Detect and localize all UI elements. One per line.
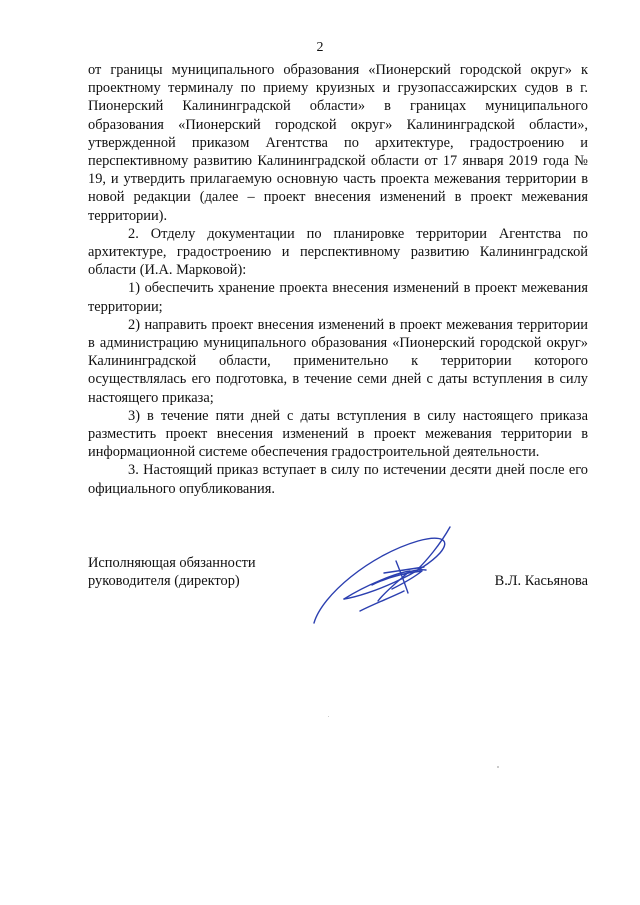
scan-speck xyxy=(328,716,329,717)
paragraph-item-3: 3. Настоящий приказ вступает в силу по истечении десяти дней после его официального опубликования. xyxy=(88,462,588,497)
scan-speck xyxy=(497,766,499,768)
document-body xyxy=(88,61,588,498)
paragraph-continuation: от границы муниципального образования «Пионерский городской округ» к проектному терминалу по приему круизных и грузопассажирских судов в г. Пионерский Калининградской области» в границах муниципального образования «Пионерский городской округ» Калининградской области», утвержденной приказом Агентства по архитектуре, градостроению и перспективному развитию Калининградской области от 17 января 2019 года № 19, и утвердить прилагаемую основную часть проекта межевания территории в новой редакции (далее – проект внесения изменений в проект межевания территории). xyxy=(88,62,588,224)
signature-block xyxy=(88,554,588,594)
signatory-title-line-2: руководителя (директор) xyxy=(88,573,240,589)
paragraph-subitem-2: 2) направить проект внесения изменений в проект межевания территории в администрацию муниципального образования «Пионерский городской округ» Калининградской области, применительно к территории которого осуществлялась его подготовка, в течение семи дней с даты вступления в силу настоящего приказа; xyxy=(88,316,588,406)
page-number: 2 xyxy=(316,40,324,55)
signatory-name: В.Л. Касьянова xyxy=(494,573,588,589)
paragraph-subitem-1: 1) обеспечить хранение проекта внесения изменений в проект межевания территории; xyxy=(88,280,588,315)
paragraph-subitem-3: 3) в течение пяти дней с даты вступления в силу настоящего приказа разместить проект внесения изменений в проект межевания территории в информационной системе обеспечения градостроительной деятельности. xyxy=(88,407,588,461)
signatory-title-line-1: Исполняющая обязанности xyxy=(88,555,256,571)
paragraph-item-2: 2. Отделу документации по планировке территории Агентства по архитектуре, градостроению и перспективному развитию Калининградской области (И.А. Марковой): xyxy=(88,225,588,279)
